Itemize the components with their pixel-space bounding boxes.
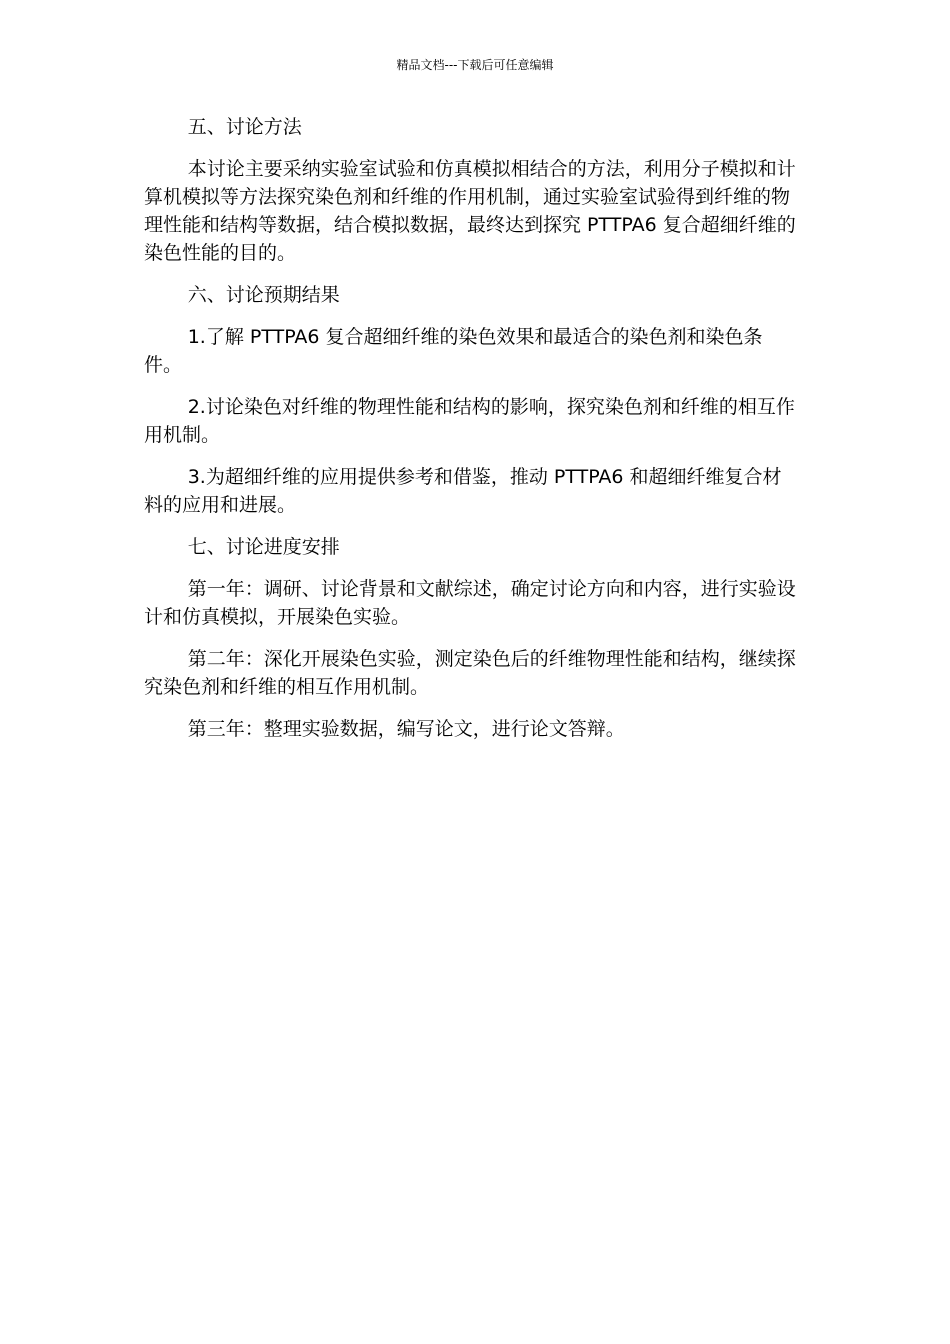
paragraph-schedule-year-1: 第一年：调研、讨论背景和文献综述，确定讨论方向和内容，进行实验设计和仿真模拟，开展染色实验。 [144,578,796,628]
paragraph-expected-result-3: 3.为超细纤维的应用提供参考和借鉴，推动 PTTPA6 和超细纤维复合材料的应用和进展。 [144,466,782,516]
paragraph-expected-result-2: 2.讨论染色对纤维的物理性能和结构的影响，探究染色剂和纤维的相互作用机制。 [144,396,795,446]
section-heading-expected-results: 六、讨论预期结果 [187,284,340,306]
paragraph-expected-result-1: 1.了解 PTTPA6 复合超细纤维的染色效果和最适合的染色剂和染色条件。 [144,326,763,376]
paragraph-methods: 本讨论主要采纳实验室试验和仿真模拟相结合的方法，利用分子模拟和计算机模拟等方法探究染色剂和纤维的作用机制，通过实验室试验得到纤维的物理性能和结构等数据，结合模拟数据，最终达到探究 PTTPA6 复合超细纤维的染色性能的目的。 [144,158,796,264]
section-heading-methods: 五、讨论方法 [187,116,302,138]
paragraph-schedule-year-3: 第三年：整理实验数据，编写论文，进行论文答辩。 [187,718,625,740]
page-header: 精品文档---下载后可任意编辑 [396,58,554,72]
section-heading-schedule: 七、讨论进度安排 [187,536,340,558]
document-body [144,113,796,757]
paragraph-schedule-year-2: 第二年：深化开展染色实验，测定染色后的纤维物理性能和结构，继续探究染色剂和纤维的相互作用机制。 [144,648,796,698]
